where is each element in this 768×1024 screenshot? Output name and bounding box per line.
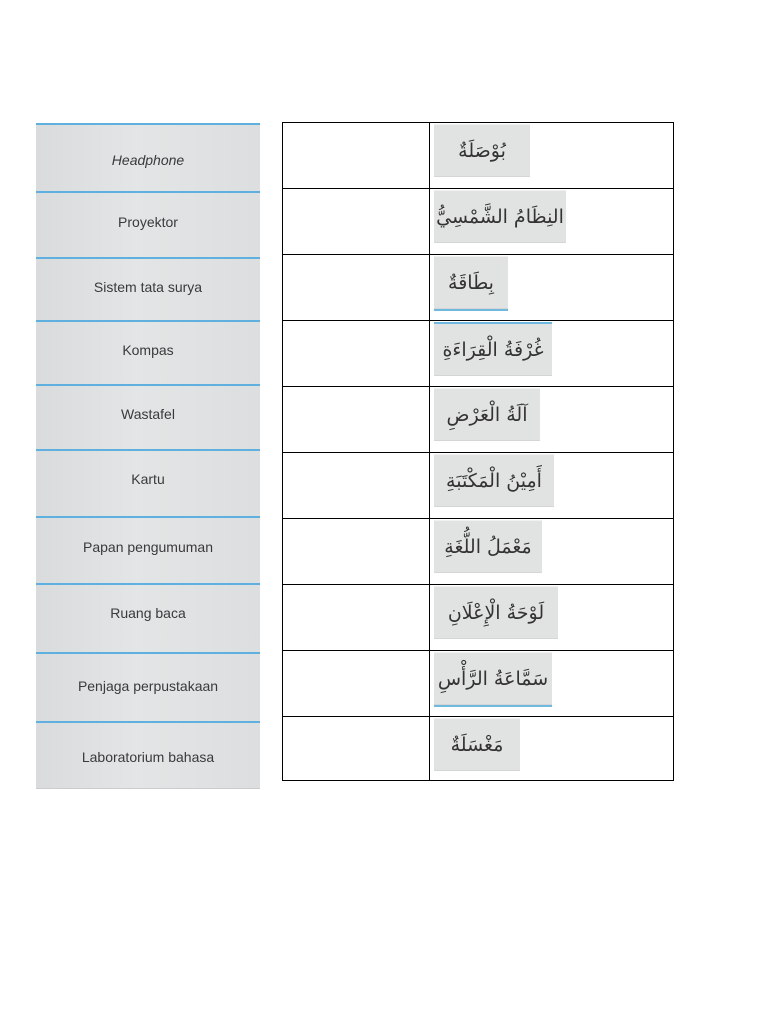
vocab-label: Kartu — [131, 471, 165, 487]
ruled-line — [36, 721, 260, 723]
answer-cell[interactable] — [283, 585, 430, 651]
table-row — [283, 519, 674, 585]
ruled-line — [36, 257, 260, 259]
table-row — [283, 651, 674, 717]
arabic-cell — [430, 585, 674, 651]
answer-cell[interactable] — [283, 189, 430, 255]
arabic-cell — [430, 519, 674, 585]
ruled-line — [36, 123, 260, 125]
table-row — [283, 123, 674, 189]
arabic-word-image: بِطَاقَةٌ — [434, 256, 508, 311]
ruled-line — [36, 583, 260, 585]
arabic-word-image: بُوْصَلَةٌ — [434, 124, 530, 177]
answer-cell[interactable] — [283, 453, 430, 519]
ruled-line — [36, 320, 260, 322]
arabic-word-image: مَعْمَلُ اللُّغَةِ — [434, 520, 542, 573]
vocab-label: Ruang baca — [110, 605, 186, 621]
arabic-word-image: لَوْحَةُ الْإِعْلَانِ — [434, 586, 558, 639]
arabic-cell — [430, 717, 674, 781]
table-row — [283, 387, 674, 453]
ruled-line — [36, 449, 260, 451]
arabic-word-image: سَمَّاعَةُ الرَّأْسِ — [434, 652, 552, 707]
answer-cell[interactable] — [283, 651, 430, 717]
arabic-word-image: النِظَامُ الشَّمْسِيُّ — [434, 190, 566, 243]
arabic-word-image: غُرْفَةُ الْقِرَاءَةِ — [434, 322, 552, 376]
answer-cell[interactable] — [283, 519, 430, 585]
arabic-cell — [430, 321, 674, 387]
ruled-line — [36, 652, 260, 654]
arabic-cell — [430, 189, 674, 255]
answer-cell[interactable] — [283, 717, 430, 781]
arabic-cell — [430, 651, 674, 717]
vocabulary-list-image — [36, 123, 260, 789]
vocab-label: Laboratorium bahasa — [81, 749, 215, 765]
arabic-cell — [430, 255, 674, 321]
vocab-label: Sistem tata surya — [93, 279, 203, 295]
ruled-line — [36, 384, 260, 386]
matching-table — [282, 122, 674, 781]
ruled-line — [36, 516, 260, 518]
answer-cell[interactable] — [283, 255, 430, 321]
arabic-word-image: آلَةُ الْعَرْضِ — [434, 388, 540, 441]
table-row — [283, 189, 674, 255]
arabic-cell — [430, 387, 674, 453]
answer-cell[interactable] — [283, 387, 430, 453]
table-row — [283, 717, 674, 781]
vocab-label: Headphone — [111, 152, 185, 168]
answer-cell[interactable] — [283, 321, 430, 387]
vocab-label: Proyektor — [118, 214, 178, 230]
arabic-cell — [430, 123, 674, 189]
arabic-word-image: أَمِيْنُ الْمَكْتَبَةِ — [434, 454, 554, 507]
answer-cell[interactable] — [283, 123, 430, 189]
vocab-label: Kompas — [122, 342, 174, 358]
table-row — [283, 453, 674, 519]
arabic-cell — [430, 453, 674, 519]
ruled-line — [36, 191, 260, 193]
vocab-label: Wastafel — [121, 406, 175, 422]
vocab-label: Papan pengumuman — [83, 539, 213, 555]
arabic-word-image: مَغْسَلَةٌ — [434, 718, 520, 771]
vocab-label: Penjaga perpustakaan — [77, 678, 219, 694]
table-row — [283, 255, 674, 321]
table-row — [283, 321, 674, 387]
table-row — [283, 585, 674, 651]
